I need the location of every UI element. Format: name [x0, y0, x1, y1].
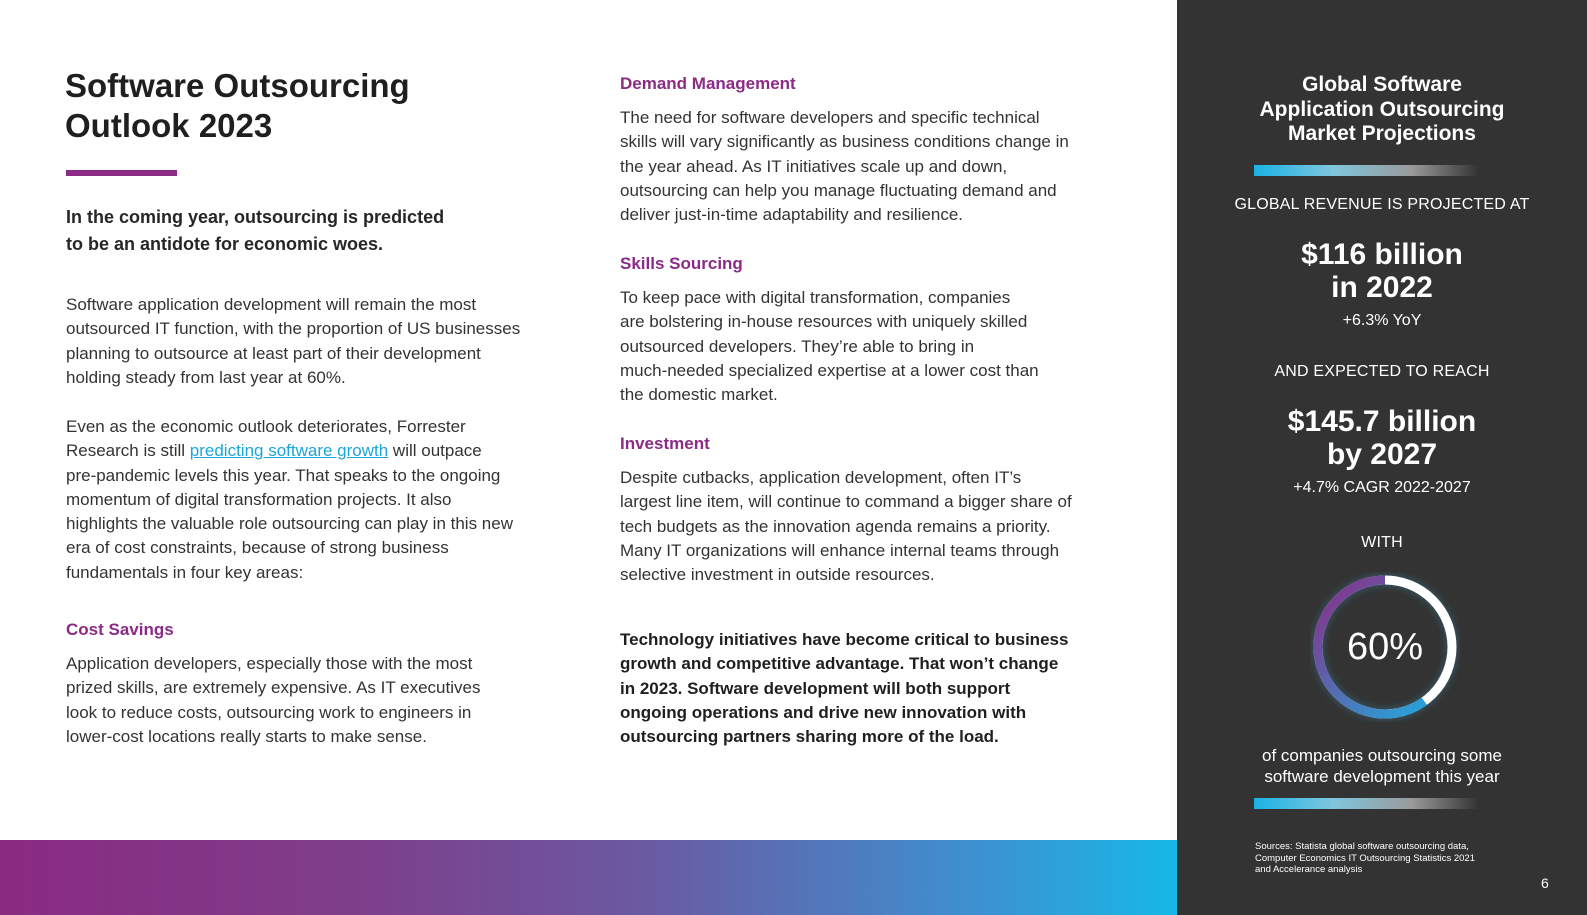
paragraph-line: fundamentals in four key areas: — [66, 562, 304, 582]
stat-line: $145.7 billion — [1287, 405, 1477, 438]
paragraph-line: look to reduce costs, outsourcing work to engineers in — [66, 702, 472, 722]
cost-savings-section — [66, 619, 566, 749]
bottom-gradient-band — [0, 840, 1177, 915]
paragraph-line: highlights the valuable role outsourcing can play in this new — [66, 514, 513, 534]
revenue-2027 — [1177, 405, 1587, 471]
paragraph-line — [66, 439, 566, 463]
with-caption: WITH — [1361, 534, 1403, 551]
ring-value: 60% — [1346, 626, 1424, 668]
paragraph-line: much-needed specialized expertise at a lower cost than — [620, 360, 1039, 380]
paragraph-line: outsourcing partners sharing more of the load. — [620, 727, 999, 747]
sidebar-title-line: Application Outsourcing — [1259, 97, 1505, 121]
revenue-caption: GLOBAL REVENUE IS PROJECTED AT — [1234, 196, 1530, 213]
paragraph-line: outsourcing can help you manage fluctuating demand and — [620, 180, 1057, 200]
page-title — [65, 66, 485, 146]
paragraph-line: Many IT organizations will enhance internal teams through — [620, 540, 1060, 560]
paragraph-line: To keep pace with digital transformation, companies — [620, 288, 1011, 307]
paragraph-line: selective investment in outside resources. — [620, 565, 935, 585]
paragraph-line: Despite cutbacks, application development, often IT’s — [620, 468, 1022, 487]
paragraph-line: largest line item, will continue to command a bigger share of — [620, 492, 1072, 512]
stat-line: by 2027 — [1326, 438, 1438, 471]
paragraph-line: in 2023. Software development will both support — [620, 678, 1011, 698]
paragraph-line: the domestic market. — [620, 385, 778, 405]
desc-line: of companies outsourcing some — [1261, 746, 1503, 765]
sidebar-title-line: Global Software — [1302, 73, 1462, 96]
paragraph-line: growth and competitive advantage. That won’t change — [620, 654, 1059, 674]
paragraph-line: the year ahead. As IT initiatives scale up and down, — [620, 156, 1008, 176]
yoy-growth: +6.3% YoY — [1342, 312, 1422, 329]
sidebar-title-line: Market Projections — [1288, 122, 1476, 145]
text-fragment: will outpace — [388, 441, 482, 461]
paragraph-line: holding steady from last year at 60%. — [66, 367, 346, 387]
text-fragment: Research is still — [66, 441, 190, 461]
paragraph-line: outsourced developers. They’re able to bring in — [620, 336, 975, 356]
paragraph-line: outsourced IT function, with the proportion of US businesses — [66, 319, 521, 339]
title-underline — [66, 170, 177, 176]
paragraph-line: Application developers, especially those with the most — [66, 654, 473, 673]
sources-line: Sources: Statista global software outsourcing data, — [1255, 841, 1469, 852]
paragraph-line: tech budgets as the innovation agenda remains a priority. — [620, 516, 1051, 536]
paragraph-line: momentum of digital transformation projects. It also — [66, 489, 452, 509]
closing-statement — [620, 628, 1140, 749]
cagr: +4.7% CAGR 2022-2027 — [1293, 479, 1471, 496]
sources-line: Computer Economics IT Outsourcing Statistics 2021 — [1255, 852, 1476, 864]
page-number: 6 — [1541, 875, 1549, 891]
sources-line: and Accelerance analysis — [1255, 864, 1363, 875]
paragraph-line: planning to outsource at least part of their development — [66, 343, 481, 363]
paragraph-line: Even as the economic outlook deteriorates, Forrester — [66, 417, 466, 436]
sidebar-title — [1177, 73, 1587, 147]
reach-caption: AND EXPECTED TO REACH — [1274, 363, 1490, 380]
ring-description — [1177, 745, 1587, 787]
revenue-2022 — [1177, 238, 1587, 304]
paragraph-line: Technology initiatives have become critical to business — [620, 630, 1069, 649]
paragraph-line: Software application development will remain the most — [66, 295, 477, 314]
paragraph-line: ongoing operations and drive new innovation with — [620, 702, 1027, 722]
stat-line: in 2022 — [1331, 271, 1433, 304]
sources-note — [1255, 841, 1515, 876]
paragraph-line: are bolstering in-house resources with uniquely skilled — [620, 312, 1028, 332]
section-heading: Skills Sourcing — [620, 254, 743, 273]
paragraph-line: skills will vary significantly as business conditions change in — [620, 132, 1069, 152]
paragraph-line: prized skills, are extremely expensive. As IT executives — [66, 678, 481, 698]
predicting-software-growth-link[interactable]: predicting software growth — [189, 441, 389, 461]
sidebar-divider — [1254, 165, 1479, 176]
section-heading: Demand Management — [620, 74, 796, 93]
skills-sourcing-section — [620, 253, 1140, 407]
lede-line: to be an antidote for economic woes. — [66, 234, 384, 254]
intro-paragraph — [66, 293, 566, 390]
lede-line: In the coming year, outsourcing is predicted — [66, 207, 445, 227]
desc-line: software development this year — [1264, 767, 1500, 786]
paragraph-line: The need for software developers and specific technical — [620, 108, 1040, 127]
lede — [66, 204, 486, 258]
investment-section — [620, 433, 1140, 587]
projections-sidebar — [1177, 0, 1587, 915]
section-heading: Investment — [620, 434, 710, 453]
section-heading: Cost Savings — [66, 620, 174, 639]
paragraph-line: deliver just-in-time adaptability and resilience. — [620, 205, 963, 225]
forrester-paragraph — [66, 415, 566, 585]
demand-management-section — [620, 73, 1140, 227]
sidebar-divider — [1254, 798, 1479, 809]
title-line: Outlook 2023 — [65, 107, 273, 144]
paragraph-line: era of cost constraints, because of strong business — [66, 538, 449, 558]
paragraph-line: pre-pandemic levels this year. That speaks to the ongoing — [66, 465, 501, 485]
stat-line: $116 billion — [1301, 238, 1463, 271]
paragraph-line: lower-cost locations really starts to make sense. — [66, 726, 427, 746]
title-line: Software Outsourcing — [65, 67, 410, 104]
